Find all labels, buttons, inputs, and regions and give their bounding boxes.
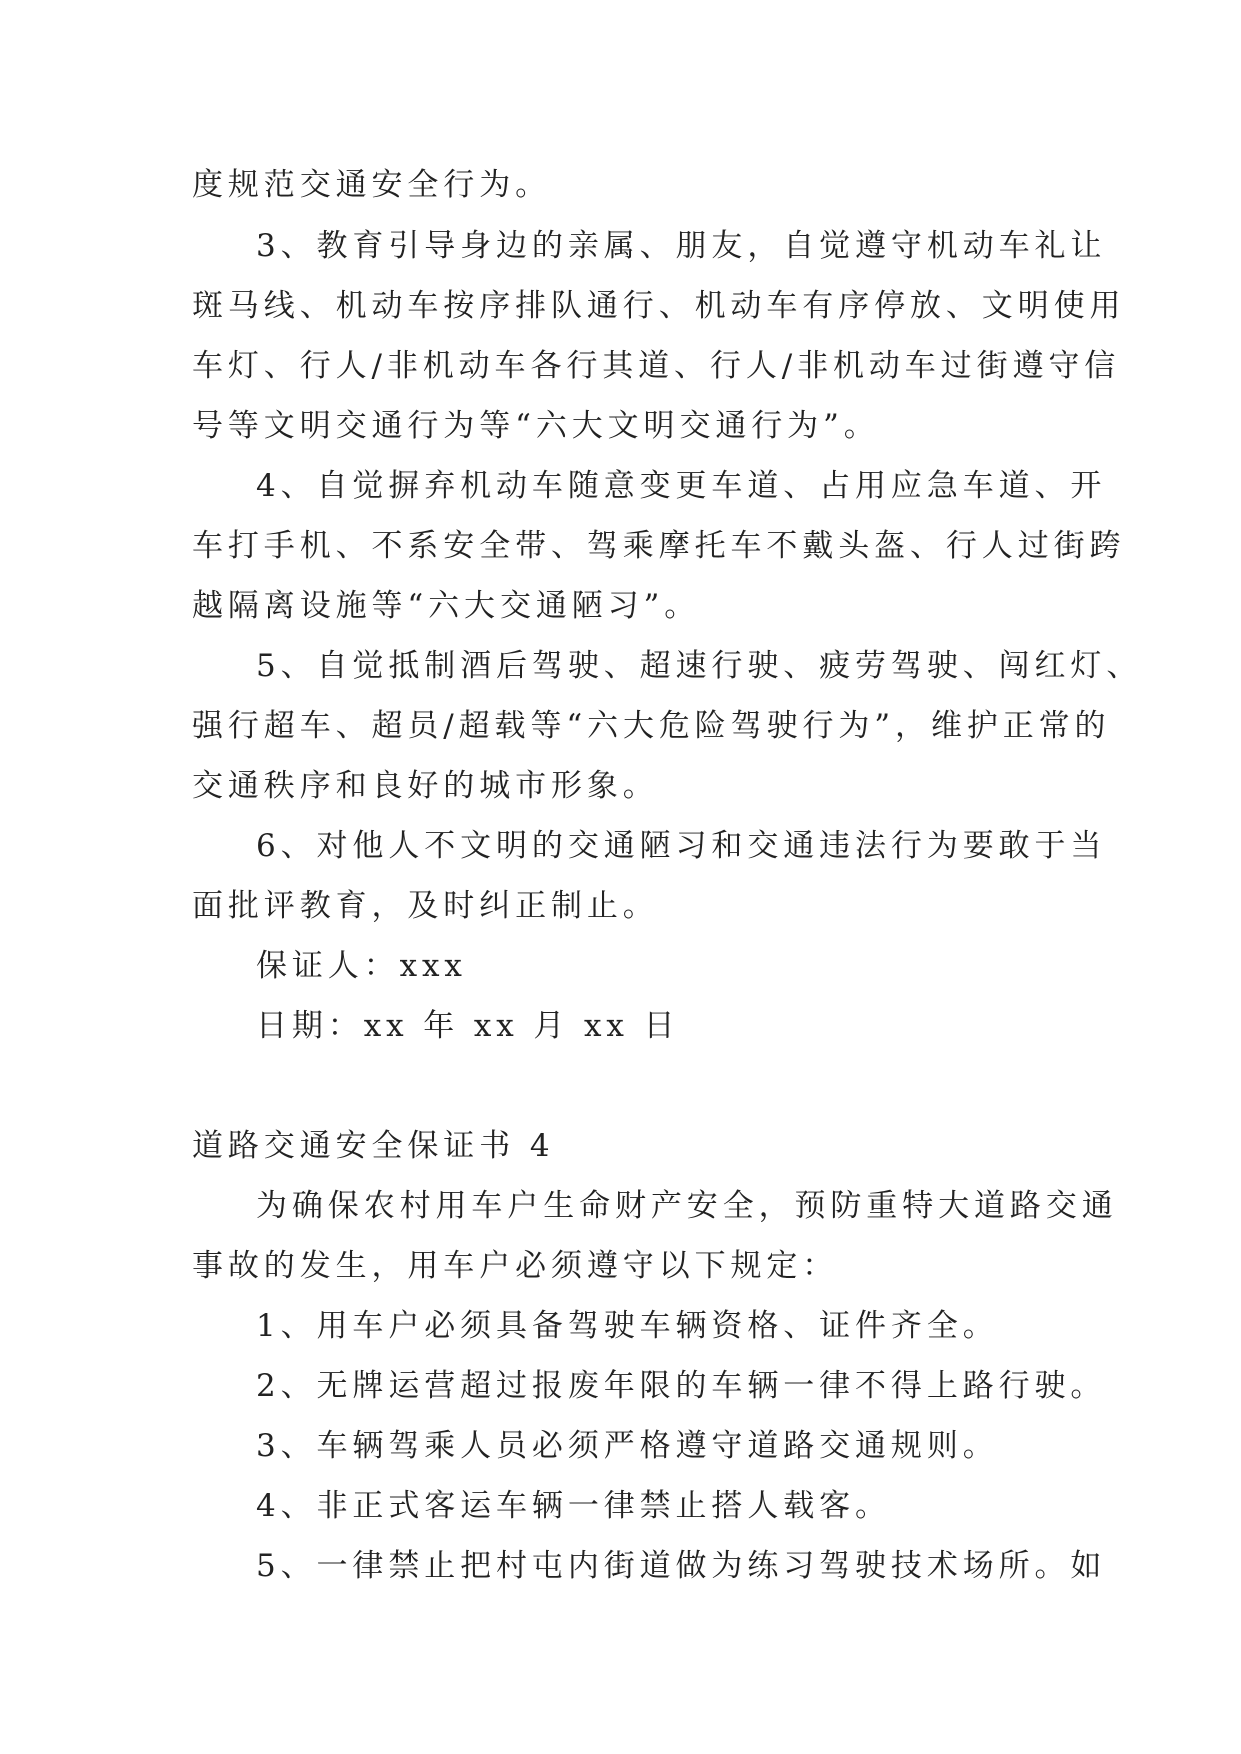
paragraph-start: 为确保农村用车户生命财产安全，预防重特大道路交通	[256, 1188, 1118, 1224]
section-title: 道路交通安全保证书 4	[192, 1128, 555, 1164]
rule-item-4: 4、非正式客运车辆一律禁止搭人载客。	[256, 1488, 891, 1524]
list-item-3: 3、教育引导身边的亲属、朋友，自觉遵守机动车礼让	[256, 228, 1107, 264]
text-line: 交通秩序和良好的城市形象。	[192, 768, 659, 804]
list-item-5: 5、自觉抵制酒后驾驶、超速行驶、疲劳驾驶、闯红灯、	[256, 648, 1143, 684]
text-line: 车灯、行人/非机动车各行其道、行人/非机动车过街遵守信	[192, 348, 1121, 384]
rule-item-5: 5、一律禁止把村屯内街道做为练习驾驶技术场所。如	[256, 1548, 1107, 1584]
list-item-6: 6、对他人不文明的交通陋习和交通违法行为要敢于当	[256, 828, 1107, 864]
rule-item-2: 2、无牌运营超过报废年限的车辆一律不得上路行驶。	[256, 1368, 1107, 1404]
text-line: 度规范交通安全行为。	[192, 167, 551, 203]
text-line: 越隔离设施等“六大交通陋习”。	[192, 588, 701, 624]
text-line: 强行超车、超员/超载等“六大危险驾驶行为”，维护正常的	[192, 708, 1111, 744]
rule-item-1: 1、用车户必须具备驾驶车辆资格、证件齐全。	[256, 1308, 999, 1344]
text-line: 斑马线、机动车按序排队通行、机动车有序停放、文明使用	[192, 288, 1126, 324]
guarantor-line: 保证人：xxx	[256, 948, 467, 984]
text-line: 事故的发生，用车户必须遵守以下规定：	[192, 1248, 839, 1284]
text-line: 号等文明交通行为等“六大文明交通行为”。	[192, 408, 880, 444]
text-line: 面批评教育，及时纠正制止。	[192, 888, 659, 924]
rule-item-3: 3、车辆驾乘人员必须严格遵守道路交通规则。	[256, 1428, 999, 1464]
list-item-4: 4、自觉摒弃机动车随意变更车道、占用应急车道、开	[256, 468, 1107, 504]
text-line: 车打手机、不系安全带、驾乘摩托车不戴头盔、行人过街跨	[192, 528, 1126, 564]
date-line: 日期：xx 年 xx 月 xx 日	[256, 1008, 680, 1044]
